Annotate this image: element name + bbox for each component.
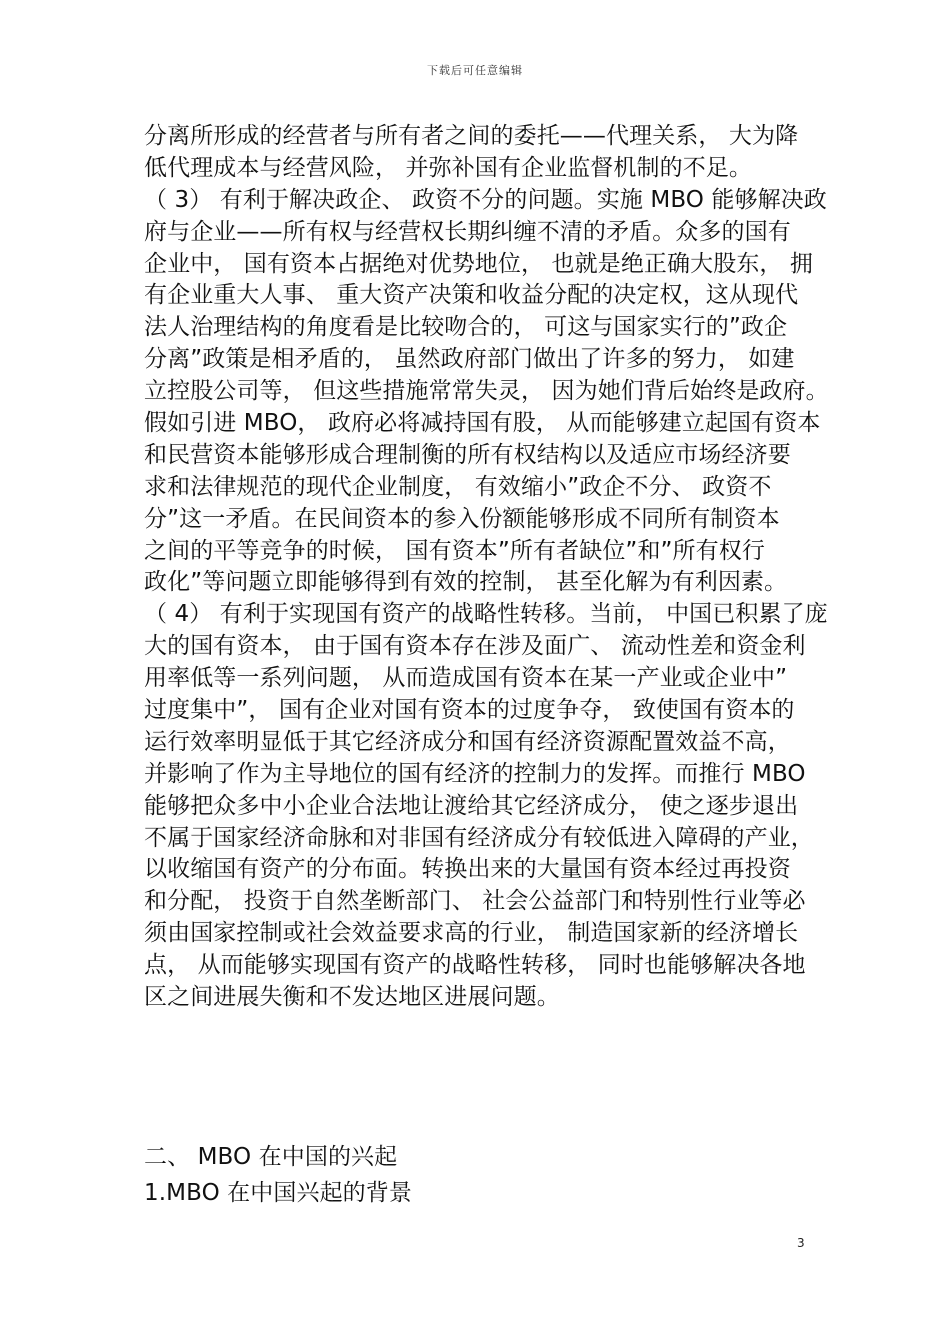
text-line: 分”这一矛盾。在民间资本的参入份额能够形成不同所有制资本 [144, 505, 780, 532]
section-subheading-text: 1.MBO 在中国兴起的背景 [144, 1180, 412, 1206]
text-line: 过度集中”， 国有企业对国有资本的过度争夺， 致使国有资本的 [144, 697, 795, 724]
text-line: （ 3） 有利于解决政企、 政资不分的问题。实施 MBO 能够解决政 [144, 186, 827, 213]
text-line: 不属于国家经济命脉和对非国有经济成分有较低进入障碍的产业， [144, 824, 814, 851]
text-line: 和分配， 投资于自然垄断部门、 社会公益部门和特别性行业等必 [144, 888, 806, 915]
text-line: 府与企业——所有权与经营权长期纠缠不清的矛盾。众多的国有 [144, 218, 791, 245]
section-subheading [144, 1178, 814, 1210]
text-line: 企业中， 国有资本占据绝对优势地位， 也就是绝正确大股东， 拥 [144, 250, 814, 277]
text-line: 区之间进展失衡和不发达地区进展问题。 [144, 984, 560, 1011]
body-text [144, 121, 829, 1014]
text-line: 并影响了作为主导地位的国有经济的控制力的发挥。而推行 MBO [144, 760, 806, 787]
text-line: 用率低等一系列问题， 从而造成国有资本在某一产业或企业中” [144, 665, 788, 692]
text-line: （ 4） 有利于实现国有资产的战略性转移。当前， 中国已积累了庞 [144, 601, 828, 628]
text-line: 须由国家控制或社会效益要求高的行业， 制造国家新的经济增长 [144, 920, 799, 947]
text-line: 之间的平等竞争的时候， 国有资本”所有者缺位”和”所有权行 [144, 537, 765, 564]
text-line: 点， 从而能够实现国有资产的战略性转移， 同时也能够解决各地 [144, 952, 806, 979]
text-line: 大的国有资本， 由于国有资本存在涉及面广、 流动性差和资金利 [144, 633, 806, 660]
text-line: 有企业重大人事、 重大资产决策和收益分配的决定权，这从现代 [144, 282, 799, 309]
page-header: 下载后可任意编辑 [427, 64, 523, 77]
text-line: 以收缩国有资产的分布面。转换出来的大量国有资本经过再投资 [144, 856, 791, 883]
section-heading-text: 二、 MBO 在中国的兴起 [144, 1144, 398, 1170]
text-line: 运行效率明显低于其它经济成分和国有经济资源配置效益不高， [144, 728, 791, 755]
text-line: 政化”等问题立即能够得到有效的控制， 甚至化解为有利因素。 [144, 569, 788, 596]
text-line: 分离”政策是相矛盾的， 虽然政府部门做出了许多的努力， 如建 [144, 346, 795, 373]
text-line: 法人治理结构的角度看是比较吻合的， 可这与国家实行的”政企 [144, 314, 788, 341]
text-line: 假如引进 MBO， 政府必将减持国有股， 从而能够建立起国有资本 [144, 410, 821, 437]
page-number: 3 [797, 1236, 805, 1250]
text-line: 能够把众多中小企业合法地让渡给其它经济成分， 使之逐步退出 [144, 792, 799, 819]
text-line: 立控股公司等， 但这些措施常常失灵， 因为她们背后始终是政府。 [144, 378, 829, 405]
section-heading [144, 1142, 814, 1174]
text-line: 低代理成本与经营风险， 并弥补国有企业监督机制的不足。 [144, 154, 753, 181]
text-line: 分离所形成的经营者与所有者之间的委托——代理关系， 大为降 [144, 123, 799, 149]
text-line: 和民营资本能够形成合理制衡的所有权结构以及适应市场经济要 [144, 441, 791, 468]
text-line: 求和法律规范的现代企业制度， 有效缩小”政企不分、 政资不 [144, 473, 772, 500]
